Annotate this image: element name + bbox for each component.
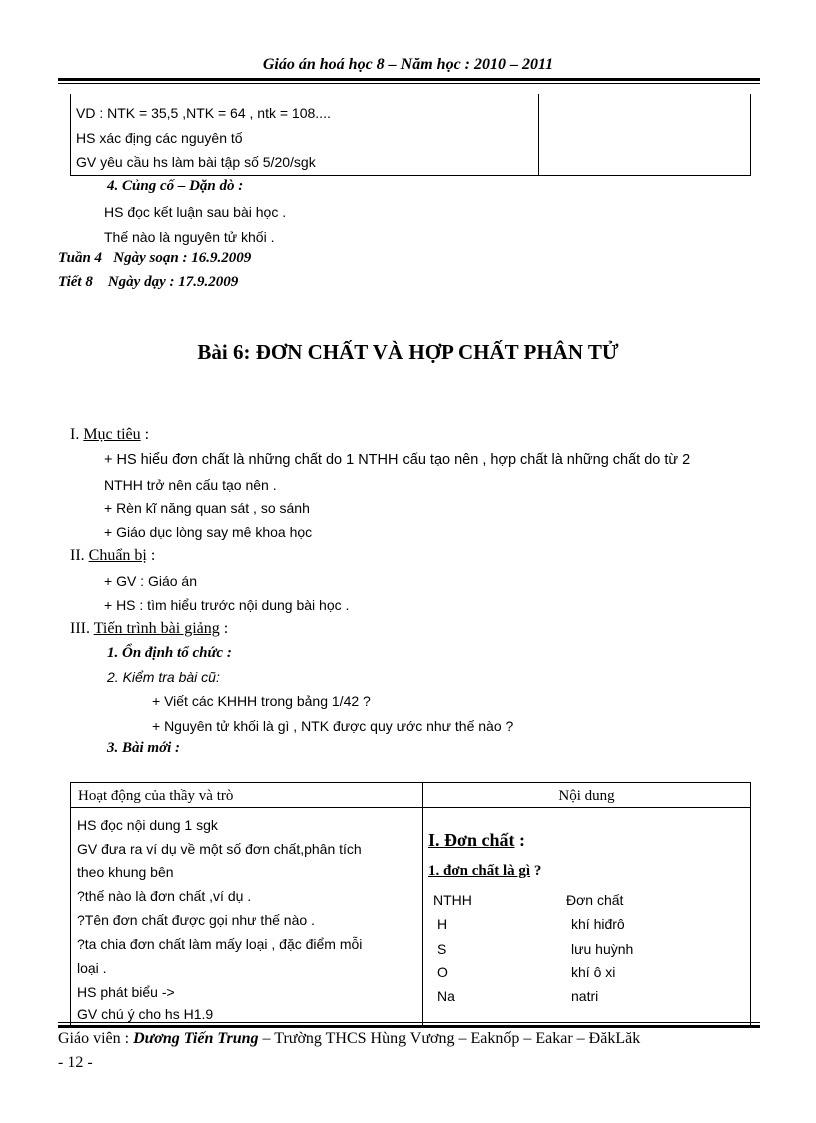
process-heading	[70, 620, 228, 638]
element-name: khí ô xi	[571, 964, 616, 980]
objective-item: NTHH trở nên cấu tạo nên .	[104, 477, 277, 493]
activity-line: loại .	[77, 960, 107, 976]
preparation-heading	[70, 547, 155, 565]
preparation-suffix: :	[146, 547, 156, 564]
element-symbol: S	[437, 941, 447, 957]
footer-rule-thick	[58, 1025, 760, 1028]
activity-line: ?thế nào là đơn chất ,ví dụ .	[77, 888, 252, 904]
main-table-left-border	[70, 782, 71, 1026]
content-section-suffix: :	[514, 830, 525, 850]
process-title: Tiến trình bài giảng	[93, 620, 220, 637]
content-section-title: I. Đơn chất	[428, 830, 515, 850]
consolidation-line: Thế nào là nguyên tử khối .	[104, 229, 275, 245]
preparation-item: + GV : Giáo án	[104, 573, 197, 589]
content-subheading-suffix: ?	[530, 863, 542, 879]
preparation-title: Chuẩn bị	[88, 547, 147, 564]
header-rule-thin	[58, 83, 760, 84]
activity-line: theo khung bên	[77, 864, 174, 880]
elements-col-nthh-header: NTHH	[433, 892, 472, 908]
main-table-top-border	[70, 782, 751, 783]
activity-line: GV đưa ra ví dụ về một số đơn chất,phân tích	[77, 841, 362, 857]
preparation-prefix: II.	[70, 547, 89, 564]
prev-table-row: VD : NTK = 35,5 ,NTK = 64 , ntk = 108....	[76, 105, 331, 121]
activity-line: ?ta chia đơn chất làm mấy loại , đặc điểm mỗi	[77, 936, 363, 952]
main-table-col2-header: Nội dung	[558, 788, 615, 804]
objectives-heading	[70, 426, 149, 444]
process-step-2-item: + Viết các KHHH trong bảng 1/42 ?	[152, 693, 371, 709]
objectives-prefix: I.	[70, 426, 84, 443]
prev-table-bottom-border	[70, 175, 751, 176]
process-step-2-item: + Nguyên tử khối là gì , NTK được quy ước như thế nào ?	[152, 718, 514, 734]
page-number: - 12 -	[58, 1054, 93, 1071]
element-name: natri	[571, 988, 599, 1004]
page-header-title: Giáo án hoá học 8 – Năm học : 2010 – 2011	[262, 56, 554, 73]
element-symbol: H	[437, 916, 448, 932]
prev-table-row: HS xác địng các nguyên tố	[76, 130, 243, 146]
element-name: lưu huỳnh	[571, 941, 634, 957]
footer-rule-thin	[58, 1022, 760, 1023]
activity-line: ?Tên đơn chất được gọi như thế nào .	[77, 912, 315, 928]
process-step-2: 2. Kiểm tra bài cũ:	[107, 669, 220, 685]
elements-col-substance-header: Đơn chất	[566, 892, 624, 908]
objective-item: + Giáo dục lòng say mê khoa học	[104, 524, 313, 540]
element-symbol: O	[437, 964, 448, 980]
process-suffix: :	[219, 620, 229, 637]
lesson-title: Bài 6: ĐƠN CHẤT VÀ HỢP CHẤT PHÂN TỬ	[197, 340, 619, 364]
consolidation-heading: 4. Củng cố – Dặn dò :	[107, 178, 244, 194]
objective-item: + HS hiểu đơn chất là những chất do 1 NTHH cấu tạo nên , hợp chất là những chất do từ 2	[104, 452, 691, 468]
footer-school: – Trường THCS Hùng Vương – Eaknốp – Eakar – ĐăkLăk	[258, 1030, 641, 1047]
process-step-1: 1. Ổn định tổ chức :	[107, 645, 232, 661]
prev-table-mid-border	[538, 94, 539, 176]
consolidation-line: HS đọc kết luận sau bài học .	[104, 204, 287, 220]
content-subheading	[428, 863, 541, 880]
content-subheading-title: 1. đơn chất là gì	[428, 863, 531, 879]
main-table-right-border	[750, 782, 751, 1026]
element-symbol: Na	[437, 988, 455, 1004]
element-name: khí hiđrô	[571, 916, 625, 932]
activity-line: GV chú ý cho hs H1.9	[77, 1006, 214, 1022]
schedule-period: Tiết 8 Ngày dạy : 17.9.2009	[58, 274, 239, 290]
footer-credit	[58, 1030, 640, 1048]
main-table-mid-border	[422, 782, 423, 1026]
objective-item: + Rèn kĩ năng quan sát , so sánh	[104, 500, 310, 516]
process-prefix: III.	[70, 620, 94, 637]
process-step-3: 3. Bài mới :	[107, 740, 181, 756]
footer-teacher: Dương Tiến Trung	[133, 1030, 259, 1047]
prev-table-right-border	[750, 94, 751, 176]
prev-table-left-border	[70, 94, 71, 176]
activity-line: HS đọc nội dung 1 sgk	[77, 817, 218, 833]
main-table-col1-header: Hoạt động của thầy và trò	[78, 788, 234, 804]
footer-label: Giáo viên :	[58, 1030, 134, 1047]
objectives-suffix: :	[140, 426, 150, 443]
activity-line: HS phát biểu ->	[77, 984, 175, 1000]
objectives-title: Mục tiêu	[83, 426, 141, 443]
main-table-header-border	[70, 807, 751, 808]
content-section-heading	[428, 830, 525, 851]
header-rule-thick	[58, 78, 760, 81]
schedule-week: Tuần 4 Ngày soạn : 16.9.2009	[58, 250, 252, 266]
preparation-item: + HS : tìm hiểu trước nội dung bài học .	[104, 597, 350, 613]
prev-table-row: GV yêu cầu hs làm bài tập số 5/20/sgk	[76, 154, 316, 170]
